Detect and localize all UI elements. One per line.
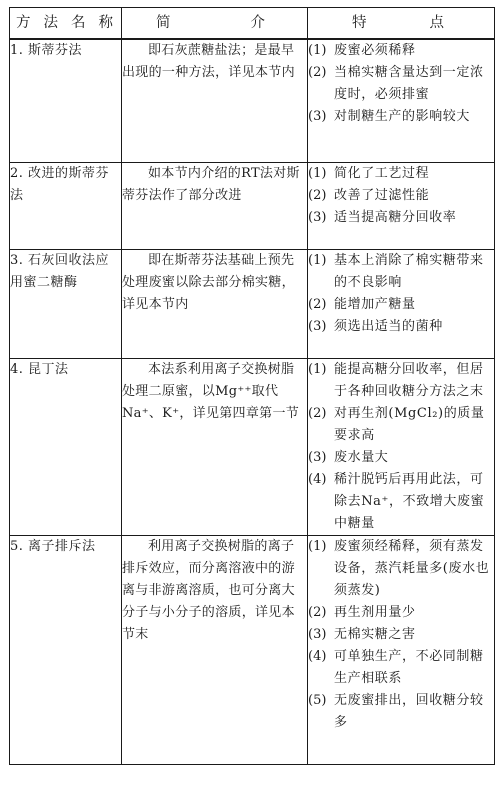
features-cell — [308, 359, 495, 536]
features-cell — [308, 39, 495, 163]
methods-table — [9, 7, 495, 765]
feature-number: (2) — [308, 406, 327, 421]
header-char: 名 — [71, 15, 86, 31]
feature-number: (1) — [308, 253, 327, 268]
feature-item — [308, 646, 494, 690]
feature-text: 能提高糖分回收率，但居于各种回收糖分方法之末 — [334, 362, 484, 399]
feature-text: 改善了过滤性能 — [334, 188, 430, 203]
feature-text: 可单独生产，不必同制糖生产相联系 — [334, 649, 484, 686]
table-row — [10, 359, 495, 536]
feature-item — [308, 403, 494, 447]
feature-item — [308, 62, 494, 106]
feature-text: 适当提高糖分回收率 — [334, 210, 457, 225]
feature-text: 对制糖生产的影响较大 — [334, 109, 471, 124]
feature-item — [308, 536, 494, 602]
feature-text: 能增加产糖量 — [334, 297, 416, 312]
header-char: 称 — [98, 15, 113, 31]
feature-item — [308, 40, 494, 62]
feature-number: (2) — [308, 297, 327, 312]
feature-text: 稀汁脱钙后再用此法，可除去Na⁺，不致增大废蜜中糖量 — [334, 472, 485, 531]
feature-item — [308, 447, 494, 469]
intro-cell: 本法系利用离子交换树脂处理二原蜜，以Mg⁺⁺取代Na⁺、K⁺，详见第四章第一节 — [122, 359, 308, 536]
feature-item — [308, 624, 494, 646]
header-row — [10, 8, 495, 40]
table-row — [10, 250, 495, 359]
intro-cell: 利用离子交换树脂的离子排斥效应，而分离溶液中的游离与非游离溶质，也可分离大分子与小分子的溶质，详见本节末 — [122, 536, 308, 765]
header-intro — [122, 8, 308, 40]
feature-text: 废蜜须经稀释，须有蒸发设备，蒸汽耗量多(废水也须蒸发) — [334, 539, 490, 598]
method-name-cell: 2. 改进的斯蒂芬法 — [10, 163, 122, 250]
feature-item — [308, 690, 494, 734]
features-cell — [308, 250, 495, 359]
header-char: 法 — [43, 15, 58, 31]
intro-cell: 即在斯蒂芬法基础上预先处理废蜜以除去部分棉实糖，详见本节内 — [122, 250, 308, 359]
feature-number: (1) — [308, 43, 327, 58]
header-method-name — [10, 8, 122, 40]
feature-text: 废水量大 — [334, 450, 389, 465]
feature-number: (2) — [308, 188, 327, 203]
feature-number: (3) — [308, 210, 327, 225]
feature-text: 须选出适当的菌种 — [334, 319, 443, 334]
method-name-cell: 5. 离子排斥法 — [10, 536, 122, 765]
feature-item — [308, 106, 494, 128]
method-name-cell: 4. 昆丁法 — [10, 359, 122, 536]
feature-item — [308, 250, 494, 294]
feature-text: 简化了工艺过程 — [334, 166, 430, 181]
feature-item — [308, 163, 494, 185]
feature-item — [308, 185, 494, 207]
header-char: 特 — [352, 15, 367, 31]
feature-text: 无棉实糖之害 — [334, 627, 416, 642]
feature-number: (2) — [308, 605, 327, 620]
features-cell — [308, 536, 495, 765]
features-cell — [308, 163, 495, 250]
intro-cell: 即石灰蔗糖盐法；是最早出现的一种方法，详见本节内 — [122, 39, 308, 163]
feature-number: (4) — [308, 649, 327, 664]
feature-number: (1) — [308, 362, 327, 377]
feature-number: (3) — [308, 627, 327, 642]
feature-number: (3) — [308, 319, 327, 334]
header-char: 简 — [156, 15, 171, 31]
feature-text: 无废蜜排出，回收糖分较多 — [334, 693, 484, 730]
feature-number: (1) — [308, 539, 327, 554]
feature-item — [308, 469, 494, 535]
table-row — [10, 163, 495, 250]
feature-number: (3) — [308, 450, 327, 465]
feature-number: (4) — [308, 472, 327, 487]
header-features — [308, 8, 495, 40]
feature-number: (3) — [308, 109, 327, 124]
method-name-cell: 3. 石灰回收法应用蜜二糖酶 — [10, 250, 122, 359]
feature-item — [308, 294, 494, 316]
feature-item — [308, 359, 494, 403]
feature-number: (1) — [308, 166, 327, 181]
header-char: 方 — [16, 15, 31, 31]
feature-text: 对再生剂(MgCl₂)的质量要求高 — [334, 406, 485, 443]
feature-text: 再生剂用量少 — [334, 605, 416, 620]
feature-text: 当棉实糖含量达到一定浓度时，必须排蜜 — [334, 65, 484, 102]
table-row — [10, 536, 495, 765]
method-name-cell: 1. 斯蒂芬法 — [10, 39, 122, 163]
feature-number: (2) — [308, 65, 327, 80]
table-row — [10, 39, 495, 163]
feature-text: 基本上消除了棉实糖带来的不良影响 — [334, 253, 484, 290]
feature-item — [308, 316, 494, 338]
feature-number: (5) — [308, 693, 327, 708]
feature-item — [308, 602, 494, 624]
header-char: 点 — [429, 15, 444, 31]
header-char: 介 — [250, 15, 265, 31]
intro-cell: 如本节内介绍的RT法对斯蒂芬法作了部分改进 — [122, 163, 308, 250]
feature-item — [308, 207, 494, 229]
feature-text: 废蜜必须稀释 — [334, 43, 416, 58]
